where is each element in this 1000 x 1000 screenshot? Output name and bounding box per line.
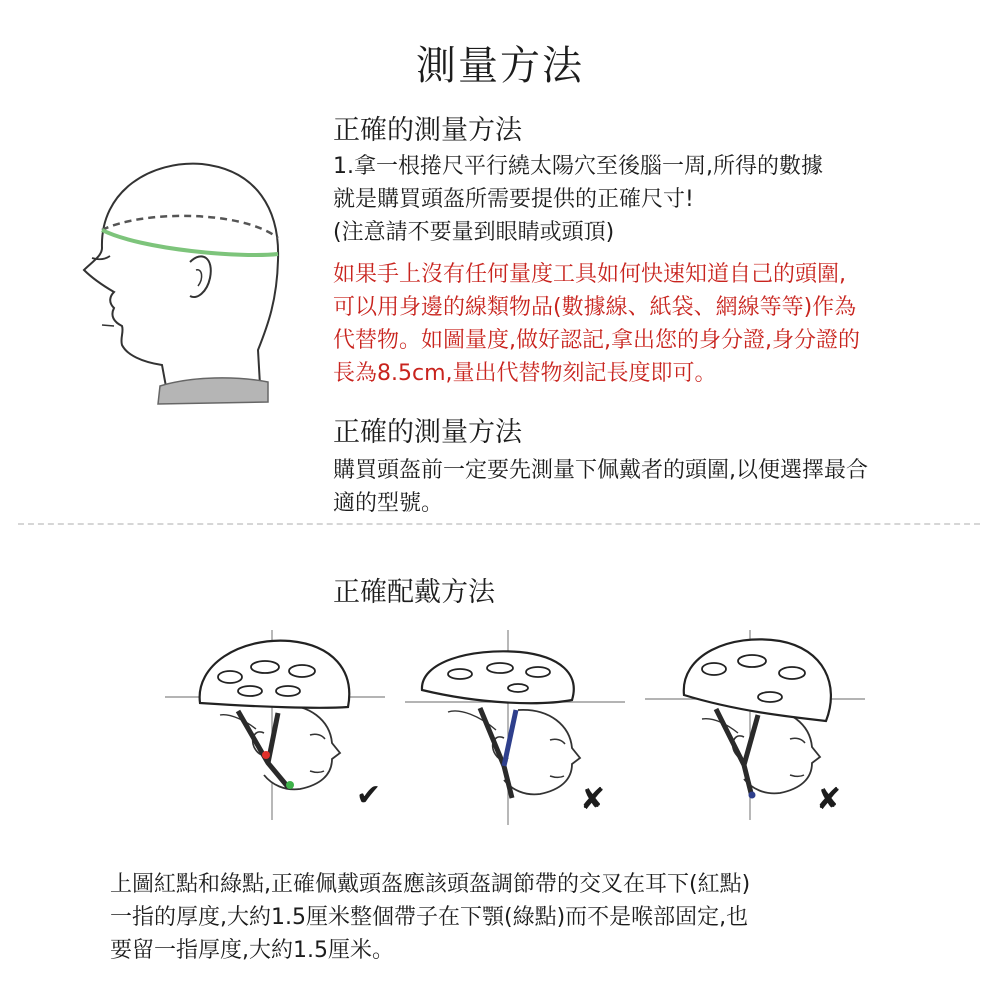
note-line: 一指的厚度,大約1.5厘米整個帶子在下顎(綠點)而不是喉部固定,也 xyxy=(110,905,749,930)
page-title: 測量方法 xyxy=(416,43,584,89)
measure-line: (注意請不要量到眼睛或頭頂) xyxy=(333,220,615,245)
note-line: 上圖紅點和綠點,正確佩戴頭盔應該頭盔調節帶的交叉在耳下(紅點) xyxy=(110,872,751,897)
measure-line: 1.拿一根捲尺平行繞太陽穴至後腦一周,所得的數據 xyxy=(333,154,823,179)
measure2-text xyxy=(333,454,993,520)
head-measure-illustration xyxy=(72,150,292,410)
measure-line: 就是購買頭盔所需要提供的正確尺寸! xyxy=(333,187,694,212)
measure2-line: 適的型號。 xyxy=(333,491,444,516)
wrong-mark-icon: ✘ xyxy=(816,782,842,817)
note-line: 要留一指厚度,大約1.5厘米。 xyxy=(110,938,394,963)
tip-line: 長為8.5cm,量出代替物刻記長度即可。 xyxy=(333,361,717,386)
measure-tip xyxy=(333,258,983,390)
wear-heading: 正確配戴方法 xyxy=(333,577,495,608)
tip-line: 可以用身邊的線類物品(數據線、紙袋、網線等等)作為 xyxy=(333,295,857,320)
measure-instructions xyxy=(333,150,983,249)
tip-line: 代替物。如圖量度,做好認記,拿出您的身分證,身分證的 xyxy=(333,328,860,353)
wrong-mark-icon: ✘ xyxy=(580,782,606,817)
wear-note xyxy=(110,868,970,967)
measure2-line: 購買頭盔前一定要先測量下佩戴者的頭圍,以便選擇最合 xyxy=(333,458,868,483)
section-divider xyxy=(18,523,980,525)
tip-line: 如果手上沒有任何量度工具如何快速知道自己的頭圍, xyxy=(333,262,846,287)
correct-mark-icon: ✔ xyxy=(356,778,382,813)
measure2-heading: 正確的測量方法 xyxy=(333,417,522,448)
measure-heading: 正確的測量方法 xyxy=(333,115,522,146)
